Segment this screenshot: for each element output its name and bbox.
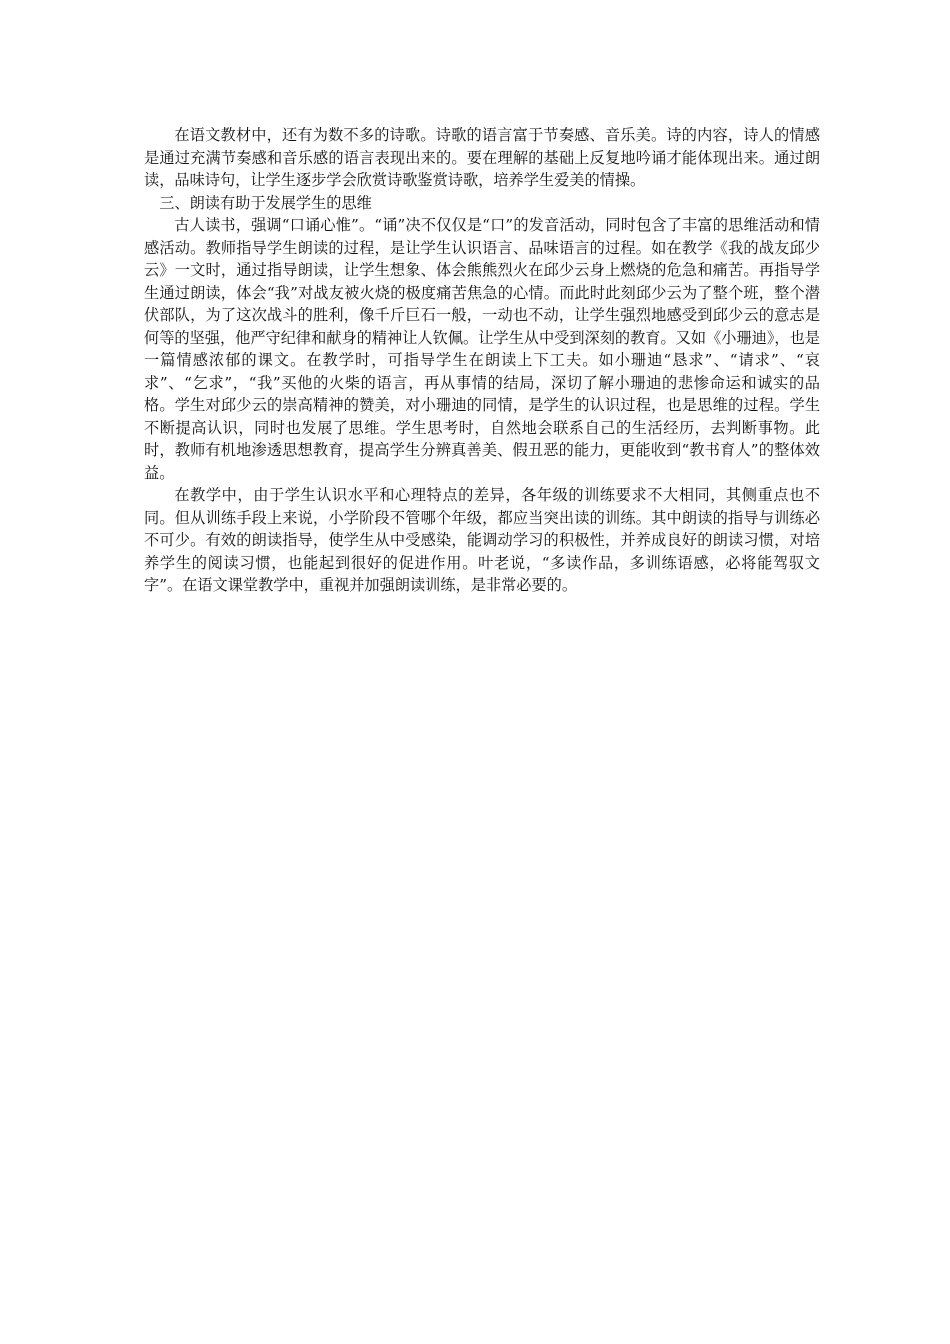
section-heading-3: 三、朗读有助于发展学生的思维 — [159, 193, 372, 212]
paragraph-poetry: 在语文教材中，还有为数不多的诗歌。诗歌的语言富于节奏感、音乐美。诗的内容，诗人的情感是通过充满节奏感和音乐感的语言表现出来的。要在理解的基础上反复地吟诵才能体现出来。通过朗读，品味诗句，让学生逐步学会欣赏诗歌鉴赏诗歌，培养学生爱美的情操。 — [144, 126, 820, 189]
paragraph-conclusion: 在教学中，由于学生认识水平和心理特点的差异，各年级的训练要求不大相同，其侧重点也不同。但从训练手段上来说，小学阶段不管哪个年级，都应当突出读的训练。其中朗读的指导与训练必不可少。有效的朗读指导，使学生从中受感染，能调动学习的积极性，并养成良好的朗读习惯，对培养学生的阅读习惯，也能起到很好的促进作用。叶老说，“多读作品，多训练语感，必将能驾驭文字”。在语文课堂教学中，重视并加强朗读训练，是非常必要的。 — [144, 486, 820, 594]
document-body — [144, 124, 820, 597]
paragraph-thinking: 古人读书，强调“口诵心惟”。“诵”决不仅仅是“口”的发音活动，同时包含了丰富的思维活动和情感活动。教师指导学生朗读的过程，是让学生认识语言、品味语言的过程。如在教学《我的战友邱少云》一文时，通过指导朗读，让学生想象、体会熊熊烈火在邱少云身上燃烧的危急和痛苦。再指导学生通过朗读，体会“我”对战友被火烧的极度痛苦焦急的心情。而此时此刻邱少云为了整个班，整个潜伏部队，为了这次战斗的胜利，像千斤巨石一般，一动也不动，让学生强烈地感受到邱少云的意志是何等的坚强，他严守纪律和献身的精神让人钦佩。让学生从中受到深刻的教育。又如《小珊迪》，也是一篇情感浓郁的课文。在教学时，可指导学生在朗读上下工夫。如小珊迪“恳求”、“请求”、“哀求”、“乞求”，“我”买他的火柴的语言，再从事情的结局，深切了解小珊迪的悲惨命运和诚实的品格。学生对邱少云的崇高精神的赞美，对小珊迪的同情，是学生的认识过程，也是思维的过程。学生不断提高认识，同时也发展了思维。学生思考时，自然地会联系自己的生活经历，去判断事物。此时，教师有机地渗透思想教育，提高学生分辨真善美、假丑恶的能力，更能收到“教书育人”的整体效益。 — [144, 216, 820, 482]
